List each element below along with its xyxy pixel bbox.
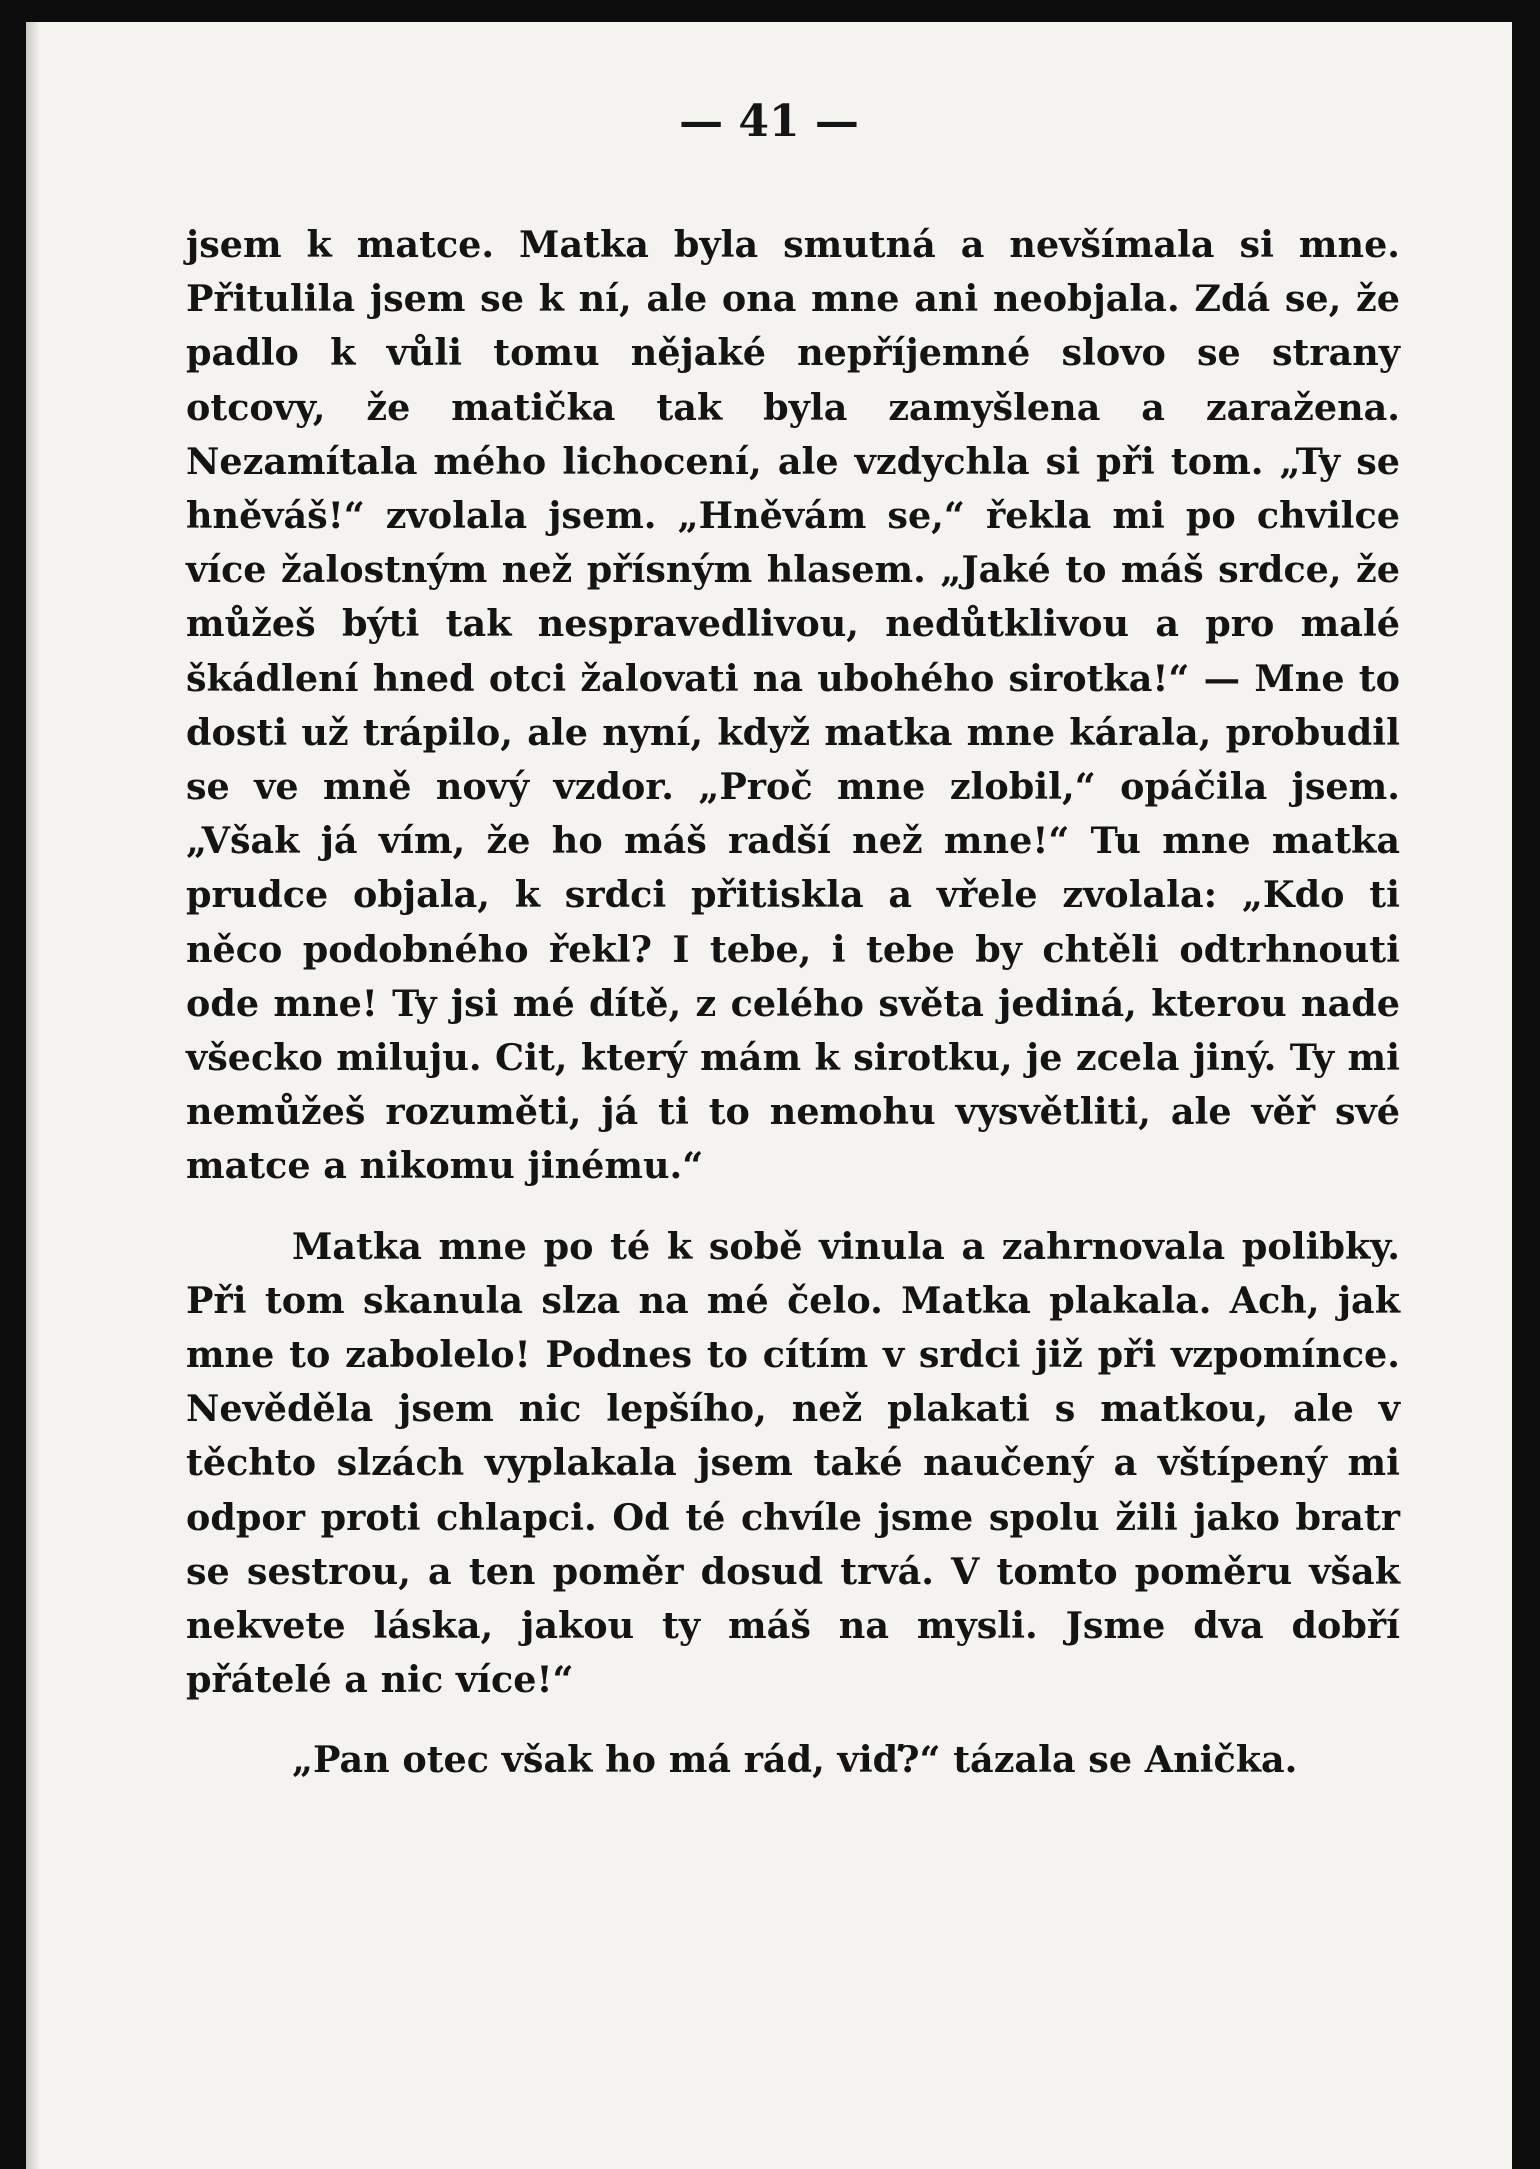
paragraph-continuation: jsem k matce. Matka byla smutná a nevšímala si mne. Přitulila jsem se k ní, ale ona mne ani neobjala. Zdá se, že padlo k vůli tomu nějaké nepříjemné slovo se strany otcovy, že matička tak byla zamyšlena a zaražena. Nezamítala mého lichocení, ale vzdychla si při tom. „Ty se hněváš!“ zvolala jsem. „Hněvám se,“ řekla mi po chvilce více žalostným než přísným hlasem. „Jaké to máš srdce, že můžeš býti tak nespravedlivou, nedůtklivou a pro malé škádlení hned otci žalovati na ubohého sirotka!“ — Mne to dosti už trápilo, ale nyní, když matka mne kárala, probudil se ve mně nový vzdor. „Proč mne zlobil,“ opáčila jsem. „Však já vím, že ho máš radší než mne!“ Tu mne matka prudce objala, k srdci přitiskla a vřele zvolala: „Kdo ti něco podobného řekl? I tebe, i tebe by chtěli odtrhnouti ode mne! Ty jsi mé dítě, z celého světa jediná, kterou nade všecko miluju. Cit, který mám k sirotku, je zcela jiný. Ty mi nemůžeš rozuměti, já ti to nemohu vysvětliti, ale věř své matce a nikomu jinému.“ <box>186 223 1400 1188</box>
book-page <box>26 22 1512 2169</box>
paragraph-anicka-question: „Pan otec však ho má rád, viď?“ tázala se Anička. <box>292 1738 1298 1782</box>
body-text <box>186 218 1400 1788</box>
spine-shadow <box>26 22 40 2169</box>
paragraph-mother-embrace: Matka mne po té k sobě vinula a zahrnovala polibky. Při tom skanula slza na mé čelo. Matka plakala. Ach, jak mne to zabolelo! Podnes to cítím v srdci již při vzpomínce. Nevěděla jsem nic lepšího, než plakati s matkou, ale v těchto slzách vyplakala jsem také naučený a vštípený mi odpor proti chlapci. Od té chvíle jsme spolu žili jako bratr se sestrou, a ten poměr dosud trvá. V tomto poměru však nekvete láska, jakou ty máš na mysli. Jsme dva dobří přátelé a nic více!“ <box>186 1224 1400 1702</box>
page-number: — 41 — <box>679 96 859 147</box>
